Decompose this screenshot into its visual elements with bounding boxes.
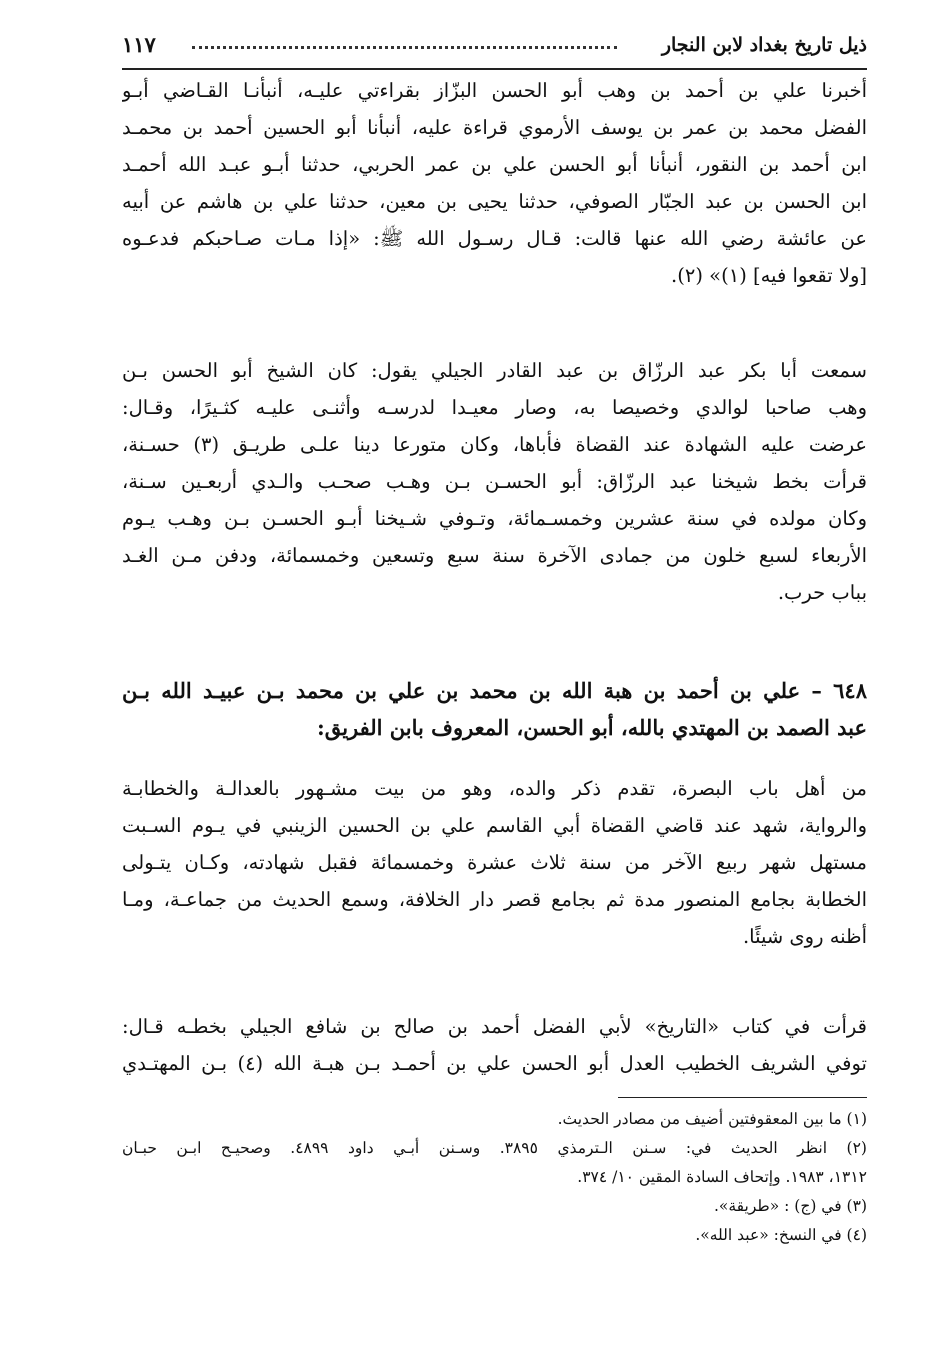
heading-line: ٦٤٨ – علي بن أحمد بن هبة الله بن محمد بن علي بن محمد بـن عبيـد الله بـن	[122, 678, 867, 703]
text-line: أخبرنا علي بن أحمد بن وهب أبو الحسن البزّاز بقراءتي عليـه، أنبأنـا القـاضي أبـو	[122, 79, 867, 102]
text-line: عن عائشة رضي الله عنها قالت: قـال رسـول الله ﷺ: «إذا مـات صـاحبكم فدعـوه	[122, 227, 867, 250]
footnotes	[122, 1105, 867, 1250]
paragraph-death	[122, 1008, 867, 1082]
leader-dots	[192, 46, 617, 49]
paragraph-entry	[122, 770, 867, 955]
text-line: عرضت عليه الشهادة عند القضاة فأباها، وكان متورعا دينا علـى طريـق (٣) حسـنة،	[122, 433, 867, 456]
text-line: من أهل باب البصرة، تقدم ذكر والده، وهو من بيت مشـهور بالعدالـة والخطابـة	[122, 777, 867, 800]
text-line: ابن أحمد بن النقور، أنبأنا أبو الحسن علي بن عمر الحربي، حدثنا أبـو عبـد الله أحمـد	[122, 153, 867, 176]
text-line: مستهل شهر ربيع الآخر من سنة ثلاث عشرة وخمسمائة فقبل شهادته، وكـان يتـولى	[122, 851, 867, 874]
footnote-rule	[618, 1097, 867, 1098]
footnote-line: ١٣١٢، ١٩٨٣. وإتحاف السادة المقين ١٠/ ٣٧٤.	[577, 1168, 867, 1186]
footnote-line: (٣) في (ج) : «طريقة».	[713, 1197, 867, 1215]
footnote-line: (١) ما بين المعقوفتين أضيف من مصادر الحديث.	[557, 1110, 867, 1128]
footnote-line: (٤) في النسخ: «عبد الله».	[695, 1226, 867, 1244]
text-line: سمعت أبا بكر عبد الرزّاق بن عبد القادر الجيلي يقول: كان الشيخ أبو الحسن بـن	[122, 359, 867, 382]
text-line: [ولا تقعوا فيه] (١)» (٢).	[671, 264, 867, 287]
page-number: ١١٧	[122, 32, 156, 57]
text-line: أظنه روى شيئًا.	[742, 925, 867, 948]
text-line: الخطابة بجامع المنصور مدة ثم بجامع قصر دار الخلافة، وسمع الحديث من جماعـة، ومـا	[122, 888, 867, 911]
heading-line: عبد الصمد بن المهتدي بالله، أبو الحسن، المعروف بابن الفريق:	[316, 715, 867, 740]
text-line: وكان مولده في سنة عشرين وخمسـمائة، وتـوفي شـيخنا أبـو الحسـن بـن وهـب يـوم	[122, 507, 867, 530]
text-line: قرأت في كتاب «التاريخ» لأبي الفضل أحمد بن صالح بن شافع الجيلي بخطـه قـال:	[122, 1015, 867, 1038]
text-line: قرأت بخط شيخنا عبد الرزّاق: أبو الحسـن بـن وهـب صحـب والـدي أربعـين سـنة،	[122, 470, 867, 493]
footnote-line: (٢) انظر الحديث في: سـنن الـترمذي ٣٨٩٥. وسـنن أبـي داود ٤٨٩٩. وصحيـح ابـن حبـان	[122, 1139, 867, 1157]
entry-heading	[122, 672, 867, 746]
text-line: وهب صاحبا لوالدي وخصيصا به، وصار معيـدا لدرسـه وأثنـى عليـه كثـيرًا، وقـال:	[122, 396, 867, 419]
paragraph-biography	[122, 352, 867, 611]
text-line: الأربعاء لسبع خلون من جمادى الآخرة سنة سبع وتسعين وخمسمائة، ودفن مـن الغـد	[122, 544, 867, 567]
paragraph-isnad	[122, 72, 867, 294]
running-header	[122, 30, 867, 70]
text-line: ابن الحسن بن عبد الجبّار الصوفي، حدثنا يحيى بن معين، حدثنا علي بن هاشم عن أبيه	[122, 190, 867, 213]
text-line: الفضل محمد بن عمر بن يوسف الأرموي قراءة عليه، أنبأنا أبو الحسين أحمد بن محمـد	[122, 116, 867, 139]
text-line: بباب حرب.	[777, 581, 867, 604]
text-line: والرواية، شهد عند قاضي القضاة أبي القاسم علي بن الحسين الزينبي في يـوم السـبت	[122, 814, 867, 837]
running-title: ذيل تاريخ بغداد لابن النجار	[661, 34, 867, 56]
text-line: توفي الشريف الخطيب العدل أبو الحسن علي بن أحمـد بـن هبـة الله (٤) بـن المهتـدي	[122, 1052, 867, 1075]
